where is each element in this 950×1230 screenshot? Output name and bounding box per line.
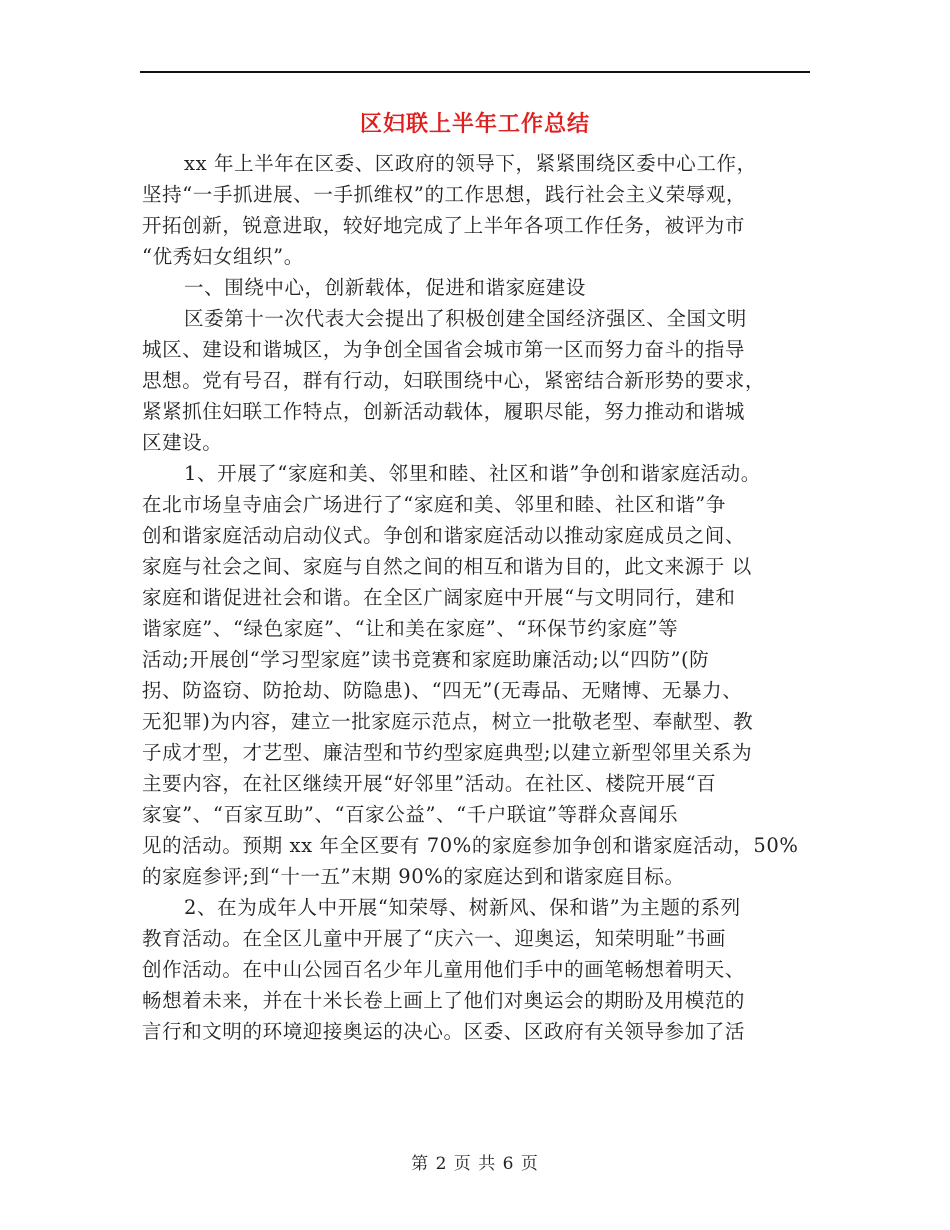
body-line: 紧紧抓住妇联工作特点，创新活动载体，履职尽能，努力推动和谐城: [142, 400, 746, 423]
body-line: 区建设。: [142, 431, 223, 454]
document-title: 区妇联上半年工作总结: [359, 112, 590, 137]
header-rule: [140, 71, 810, 73]
body-line: 言行和文明的环境迎接奥运的决心。区委、区政府有关领导参加了活: [142, 1020, 746, 1043]
body-line: 子成才型，才艺型、廉洁型和节约型家庭典型;以建立新型邻里关系为: [142, 741, 753, 764]
body-line: 1、开展了“家庭和美、邻里和睦、社区和谐”争创和谐家庭活动。: [184, 462, 761, 485]
body-line: 家庭与社会之间、家庭与自然之间的相互和谐为目的，此文来源于 以: [142, 555, 752, 578]
body-line: “优秀妇女组织”。: [142, 245, 304, 268]
body-line: 区委第十一次代表大会提出了积极创建全国经济强区、全国文明: [184, 307, 747, 330]
body-line: 教育活动。在全区儿童中开展了“庆六一、迎奥运，知荣明耻”书画: [142, 927, 726, 950]
body-line: 坚持“一手抓进展、一手抓维权”的工作思想，践行社会主义荣辱观，: [142, 183, 747, 206]
body-line: xx 年上半年在区委、区政府的领导下，紧紧围绕区委中心工作，: [184, 152, 757, 175]
body-line: 谐家庭”、“绿色家庭”、“让和美在家庭”、“环保节约家庭”等: [142, 617, 679, 640]
body-line: 拐、防盗窃、防抢劫、防隐患)、“四无”(无毒品、无赌博、无暴力、: [142, 679, 743, 702]
body-line: 的家庭参评;到“十一五”末期 90%的家庭达到和谐家庭目标。: [142, 865, 685, 888]
body-line: 开拓创新，锐意进取，较好地完成了上半年各项工作任务，被评为市: [142, 214, 746, 237]
body-line: 2、在为成年人中开展“知荣辱、树新风、保和谐”为主题的系列: [184, 896, 741, 919]
body-line: 家庭和谐促进社会和谐。在全区广阔家庭中开展“与文明同行，建和: [142, 586, 736, 609]
body-line: 思想。党有号召，群有行动，妇联围绕中心，紧密结合新形势的要求，: [142, 369, 766, 392]
body-line: 在北市场皇寺庙会广场进行了“家庭和美、邻里和睦、社区和谐”争: [142, 493, 726, 516]
body-line: 见的活动。预期 xx 年全区要有 70%的家庭参加争创和谐家庭活动，50%: [142, 834, 799, 857]
body-line: 一、围绕中心，创新载体，促进和谐家庭建设: [184, 276, 587, 299]
body-line: 创和谐家庭活动启动仪式。争创和谐家庭活动以推动家庭成员之间、: [142, 524, 746, 547]
body-line: 创作活动。在中山公园百名少年儿童用他们手中的画笔畅想着明天、: [142, 958, 746, 981]
body-line: 无犯罪)为内容，建立一批家庭示范点，树立一批敬老型、奉献型、教: [142, 710, 754, 733]
body-line: 活动;开展创“学习型家庭”读书竞赛和家庭助廉活动;以“四防”(防: [142, 648, 710, 671]
body-line: 畅想着未来，并在十米长卷上画上了他们对奥运会的期盼及用模范的: [142, 989, 746, 1012]
body-line: 城区、建设和谐城区，为争创全国省会城市第一区而努力奋斗的指导: [142, 338, 746, 361]
body-line: 家宴”、“百家互助”、“百家公益”、“千户联谊”等群众喜闻乐: [142, 803, 679, 826]
document-body: [142, 148, 817, 1047]
page-footer: 第 2 页 共 6 页: [411, 1154, 539, 1174]
body-line: 主要内容，在社区继续开展“好邻里”活动。在社区、楼院开展“百: [142, 772, 717, 795]
